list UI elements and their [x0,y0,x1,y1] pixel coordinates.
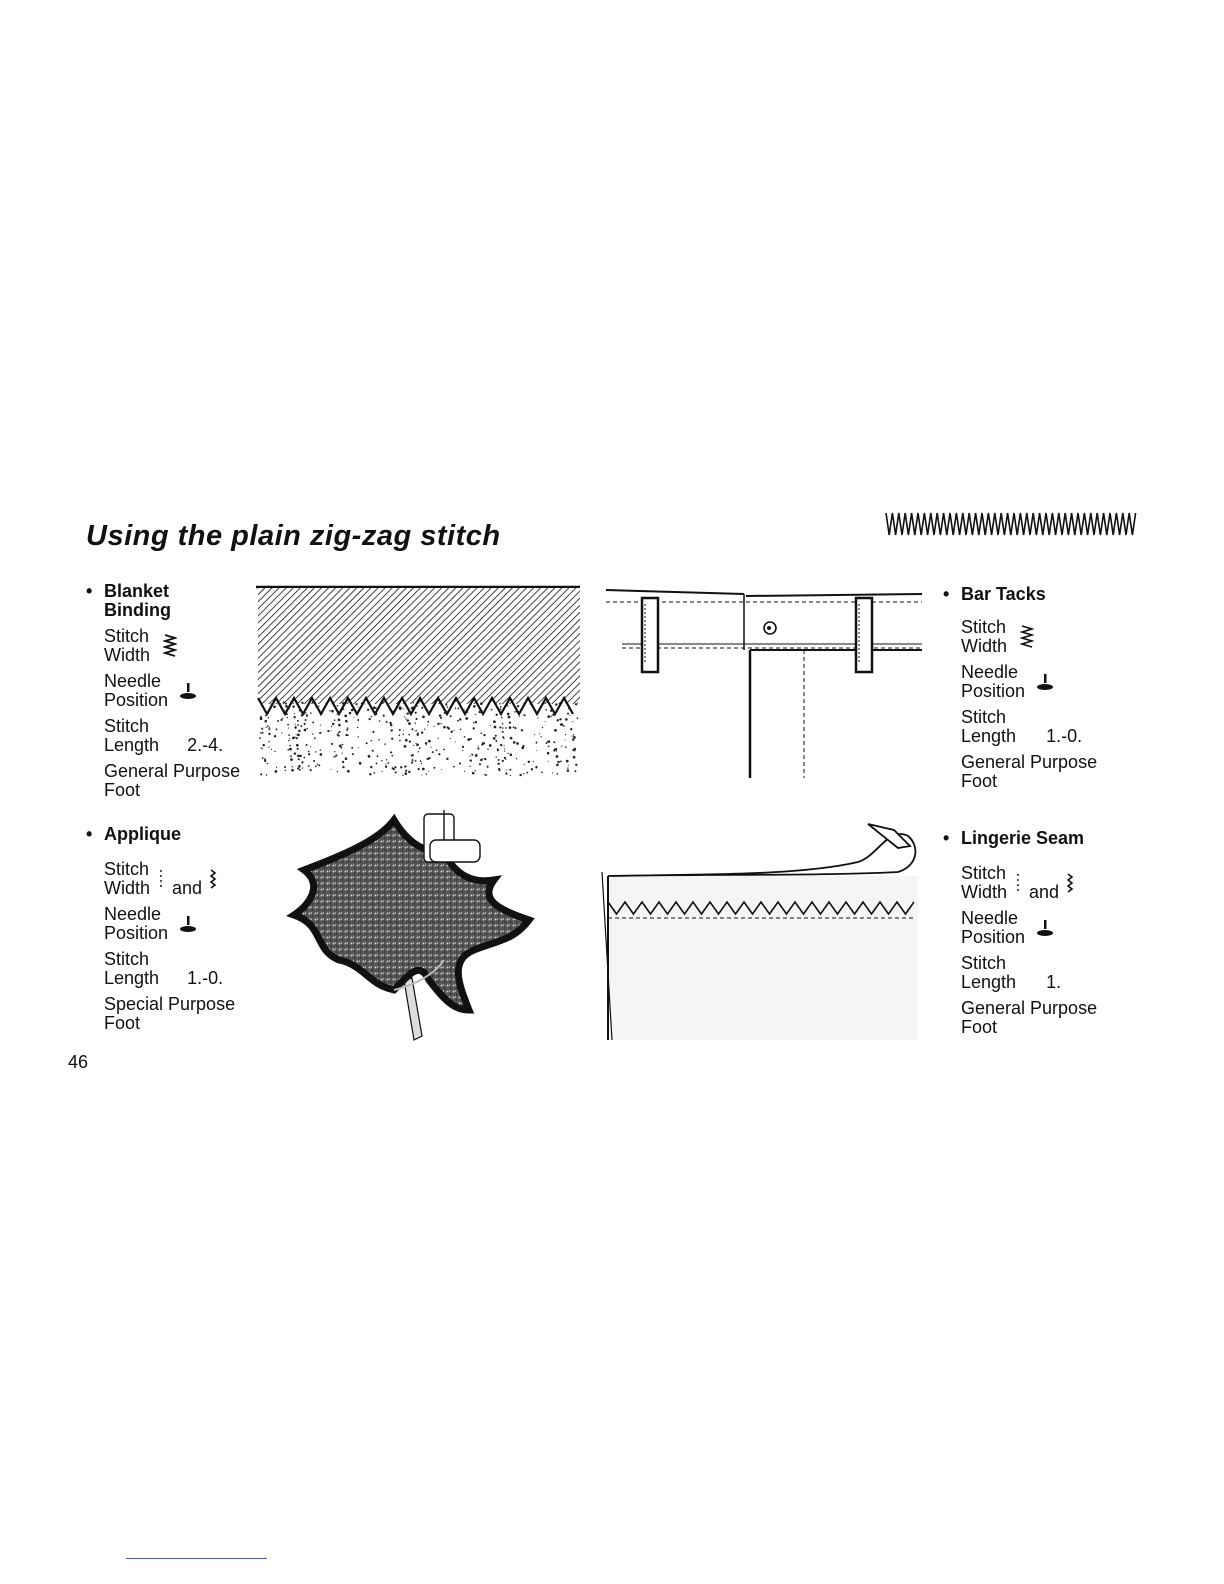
and-label: and [172,878,203,898]
presser-foot-icon [424,810,480,862]
section-title-line1: Blanket [104,581,170,601]
bullet: • [86,824,93,844]
bullet: • [943,828,950,848]
page-number: 46 [68,1052,89,1072]
section-title-line2: Binding [104,600,171,620]
footer-rule [126,1558,267,1559]
bar-tacks-section [943,585,1097,791]
stitch-length-label-2: Length [961,726,1017,746]
stitch-length-label: Stitch [104,949,150,969]
lingerie-seam-section [943,829,1097,1037]
stitch-width-label-2: Width [104,878,151,898]
section-title: Bar Tacks [961,584,1046,604]
needle-position-label: Needle [104,671,162,691]
stitch-length-label-2: Length [104,968,160,988]
presser-foot-label: General Purpose [961,998,1098,1018]
stitch-width-label-2: Width [961,636,1008,656]
needle-position-label-2: Position [104,923,169,943]
presser-foot-label: General Purpose [961,752,1098,772]
stitch-length-label: Stitch [961,953,1007,973]
zigzag-width-icon [150,627,190,665]
bullet: • [943,584,950,604]
stitch-length-value: 2.-4. [187,735,224,755]
stitch-width-label: Stitch [961,617,1007,637]
presser-foot-label-2: Foot [104,1013,141,1033]
zigzag-narrow-icon [1059,864,1081,902]
stitch-width-label-2: Width [104,645,151,665]
needle-position-label: Needle [961,662,1019,682]
bullet: • [86,581,93,601]
stitch-width-label: Stitch [961,863,1007,883]
needle-position-label-2: Position [104,690,169,710]
presser-foot-label: Special Purpose [104,994,236,1014]
blanket-binding-section [86,582,240,800]
applique-leaf-illustration [284,810,554,1050]
bar-tacks-illustration [604,584,924,784]
stitch-length-value: 1.-0. [187,968,224,988]
straight-width-icon [150,860,172,898]
needle-position-icon [168,905,208,943]
needle-position-label-2: Position [961,681,1026,701]
stitch-length-label-2: Length [961,972,1017,992]
presser-foot-label-2: Foot [104,780,141,800]
zigzag-width-icon [1007,618,1047,656]
lingerie-seam-illustration [598,816,928,1046]
stitch-length-value: 1.-0. [1046,726,1083,746]
needle-position-icon [1025,909,1065,947]
zigzag-narrow-icon [202,860,224,898]
and-label: and [1029,882,1060,902]
needle-position-icon [1025,663,1065,701]
applique-section [86,825,235,1033]
section-title: Lingerie Seam [961,828,1085,848]
blanket-binding-illustration [256,582,582,782]
section-title: Applique [104,824,181,844]
stitch-length-label: Stitch [104,716,150,736]
straight-width-icon [1007,864,1029,902]
stitch-length-label: Stitch [961,707,1007,727]
page-title: Using the plain zig-zag stitch [86,520,501,552]
presser-foot-label: General Purpose [104,761,241,781]
stitch-length-value: 1. [1046,972,1062,992]
needle-position-label: Needle [104,904,162,924]
presser-foot-label-2: Foot [961,771,998,791]
stitch-length-label-2: Length [104,735,160,755]
needle-position-label: Needle [961,908,1019,928]
needle-position-label-2: Position [961,927,1026,947]
stitch-width-label: Stitch [104,859,150,879]
zigzag-banner-icon [884,510,1140,540]
presser-foot-label-2: Foot [961,1017,998,1037]
needle-position-icon [168,672,208,710]
stitch-width-label-2: Width [961,882,1008,902]
stitch-width-label: Stitch [104,626,150,646]
